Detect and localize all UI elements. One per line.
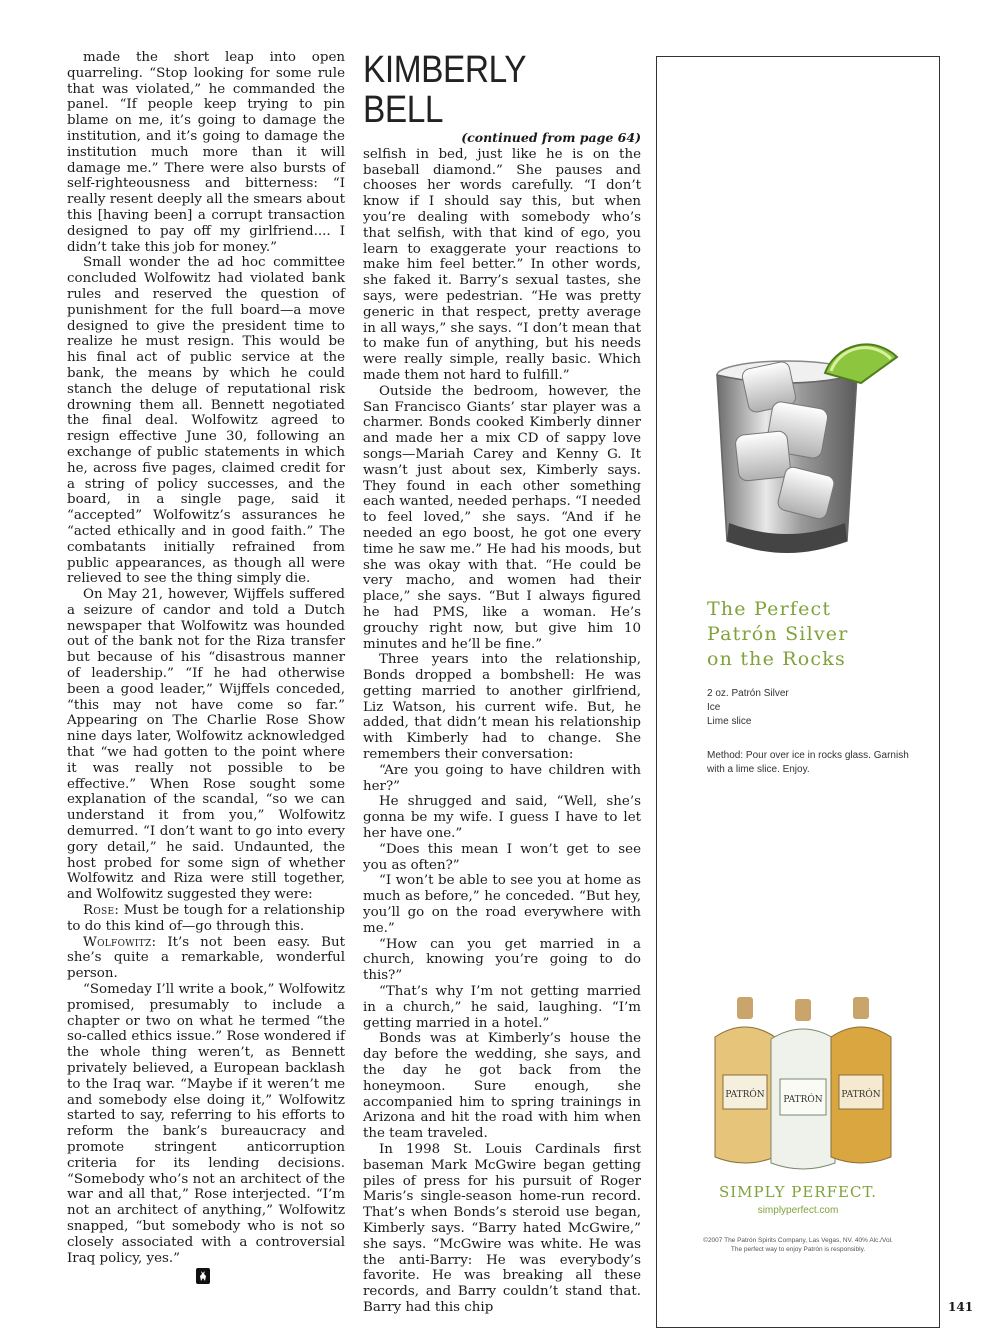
paragraph: made the short leap into open quarreling. “Stop looking for some rule that was violated,” he commanded the panel. “If people keep trying to pin blame on me, it’s going to damage the institution, and it’s going to damage the institution much more than it will damage me.” There were also bursts of self-righteousness and bitterness: “I really resent deeply all the smears about this [having been] a corrupt transaction designed to pay off my girlfriend.... I didn’t take this job for money.” xyxy=(67,50,345,255)
paragraph: He shrugged and said, “Well, she’s gonna be my wife. I guess I have to let her have one.” xyxy=(363,794,641,842)
end-mark-icon xyxy=(196,1268,210,1284)
paragraph xyxy=(67,903,345,935)
paragraph: Three years into the relationship, Bonds dropped a bombshell: He was getting married to another girlfriend, Liz Watson, his current wife. But, he added, that didn’t mean his relationship with Kimberly had to change. She remembers their conversation: xyxy=(363,652,641,763)
paragraph: “Someday I’ll write a book,” Wolfowitz promised, presumably to include a chapter or two on what he termed “the so-called ethics issue.” Rose wondered if the whole thing weren’t, as Bennett privately believed, a European backlash to the Iraq war. “Maybe if it weren’t me and somebody else doing it,” Wolfowitz started to say, referring to his efforts to reform the bank’s bureaucracy and promote stringent anticorruption criteria for its lending decisions. “Somebody who’s not an architect of the war and all that,” Rose interjected. “I’m not an architect of anything,” Wolfowitz snapped, “but somebody who is not so closely associated with a controversial Iraq policy, yes.” xyxy=(67,982,345,1266)
svg-text:PATRÓN: PATRÓN xyxy=(841,1090,881,1100)
patron-advertisement xyxy=(656,56,940,1328)
recipe-ingredient: Ice xyxy=(707,702,721,713)
ad-headline-line-1: The Perfect xyxy=(707,598,832,620)
article-column-right xyxy=(363,50,641,1316)
svg-text:PATRÓN: PATRÓN xyxy=(725,1090,765,1100)
speaker-text: It’s not been easy. But she’s quite a remarkable, wonderful person. xyxy=(67,934,346,982)
paragraph: “I won’t be able to see you at home as much as before,” he conceded. “But hey, you’ll go on the road everywhere with me.” xyxy=(363,873,641,936)
speaker-text: Must be tough for a relationship to do this kind of—go through this. xyxy=(67,903,346,934)
recipe-method: Method: Pour over ice in rocks glass. Garnish with a lime slice. Enjoy. xyxy=(707,750,909,775)
paragraph: On May 21, however, Wijffels suffered a seizure of candor and told a Dutch newspaper that Wolfowitz was hounded out of the bank not for the Riza transfer but because of his “disastrous manner of leadership.” “If he had otherwise been a good leader,” Wijffels conceded, “this may not have come so far.” Appearing on The Charlie Rose Show nine days later, Wolfowitz acknowledged that “we had gotten to the point where it was really not possible to be effective.” When Rose sought some explanation of the scandal, “so we can understand it from you,” Wolfowitz demurred. “I don’t want to go into every gory detail,” he said. Undaunted, the host probed for some sign of whether Wolfowitz and Riza were still together, and Wolfowitz suggested they were: xyxy=(67,587,345,903)
speaker-label: Rose: xyxy=(83,903,120,919)
paragraph: In 1998 St. Louis Cardinals first baseman Mark McGwire began getting piles of press for his pursuit of Roger Maris’s single-season home-run record. That’s when Bonds’s steroid use began, Kimberly says. “Barry hated McGwire,” she says. “McGwire was white. He was the anti-Barry: He was everybody’s favorite. He was breaking all these records, and Barry couldn’t stand that. Barry had this chip xyxy=(363,1142,641,1315)
paragraph: selfish in bed, just like he is on the baseball diamond.” She pauses and chooses her words carefully. “I don’t know if I should say this, but when you’re dealing with somebody who’s that selfish, with that kind of ego, you learn to exaggerate your reactions to make him feel better.” In other words, she faked it. Barry’s sexual tastes, she says, were pedestrian. “He was pretty generic in that respect, pretty average in all ways,” she says. “I don’t mean that to make fun of anything, but his needs were really simple, really basic. Which made them not hard to fulfill.” xyxy=(363,146,641,383)
continued-note: (continued from page 64) xyxy=(461,130,641,145)
paragraph: “How can you get married in a church, knowing you’re going to do this?” xyxy=(363,936,641,984)
ad-recipe xyxy=(707,687,927,777)
section-heading: KIMBERLY BELL xyxy=(363,49,527,131)
ad-headline xyxy=(707,597,937,672)
paragraph xyxy=(67,935,345,982)
paragraph: Small wonder the ad hoc committee concluded Wolfowitz had violated bank rules and reserved the question of punishment for the full board—a move designed to give the president time to realize he must resign. This would be his final act of public service at the bank, the means by which he could stanch the deluge of reputational risk drowning them all. Bennett negotiated the final deal. Wolfowitz agreed to resign effective June 30, following an exchange of public statements in which he, across five pages, claimed credit for a string of policy successes, and the board, in a single page, said it “accepted” Wolfowitz’s assurances he “acted ethically and in good faith.” The combatants initially refrained from public appearances, as though all were relieved to see the thing simply die. xyxy=(67,255,345,587)
rocks-glass-illustration xyxy=(697,313,907,573)
recipe-ingredient: Lime slice xyxy=(707,716,752,727)
recipe-ingredient: 2 oz. Patrón Silver xyxy=(707,688,789,699)
ad-headline-line-2: Patrón Silver xyxy=(707,623,849,645)
ad-legal-line-2: The perfect way to enjoy Patrón is responsibly. xyxy=(730,1245,866,1253)
paragraph: “Does this mean I won’t get to see you as often?” xyxy=(363,841,641,873)
paragraph: Bonds was at Kimberly’s house the day before the wedding, she says, and the day he got back from the honeymoon. Sure enough, she accompanied him to spring trainings in Arizona and hit the road with him when the team traveled. xyxy=(363,1031,641,1142)
ad-legal-text xyxy=(657,1237,939,1254)
article-body-right xyxy=(363,147,641,1316)
paragraph: Outside the bedroom, however, the San Francisco Giants’ star player was a charmer. Bonds cooked Kimberly dinner and made her a mix CD of sappy love songs—Mariah Carey and Kenny G. It wasn’t just about sex, Kimberly says. They found in each other something each wanted, needed perhaps. “I needed to feel loved,” she says. “And if he needed an ego boost, he got one every time he saw me.” He had his moods, but she was okay with that. “He could be very macho, and women had their place,” she says. “But I always figured he had PMS, like a woman. He’s grouchy right now, but give him 10 minutes and he’ll be fine.” xyxy=(363,383,641,652)
ad-legal-line-1: ©2007 The Patrón Spirits Company, Las Vegas, NV. 40% Alc./Vol. xyxy=(703,1237,893,1244)
page-number: 141 xyxy=(948,1300,974,1314)
ad-headline-line-3: on the Rocks xyxy=(707,648,846,670)
speaker-label: Wolfowitz: xyxy=(83,934,157,950)
ad-url: simplyperfect.com xyxy=(757,1205,839,1216)
paragraph: “Are you going to have children with her?” xyxy=(363,762,641,794)
svg-text:PATRÓN: PATRÓN xyxy=(783,1095,823,1105)
patron-bottles-illustration xyxy=(703,997,903,1177)
ad-tagline: SIMPLY PERFECT. xyxy=(718,1183,878,1201)
paragraph: “That’s why I’m not getting married in a church,” he said, laughing. “I’m getting married in a hotel.” xyxy=(363,984,641,1031)
article-column-left xyxy=(67,50,345,1266)
